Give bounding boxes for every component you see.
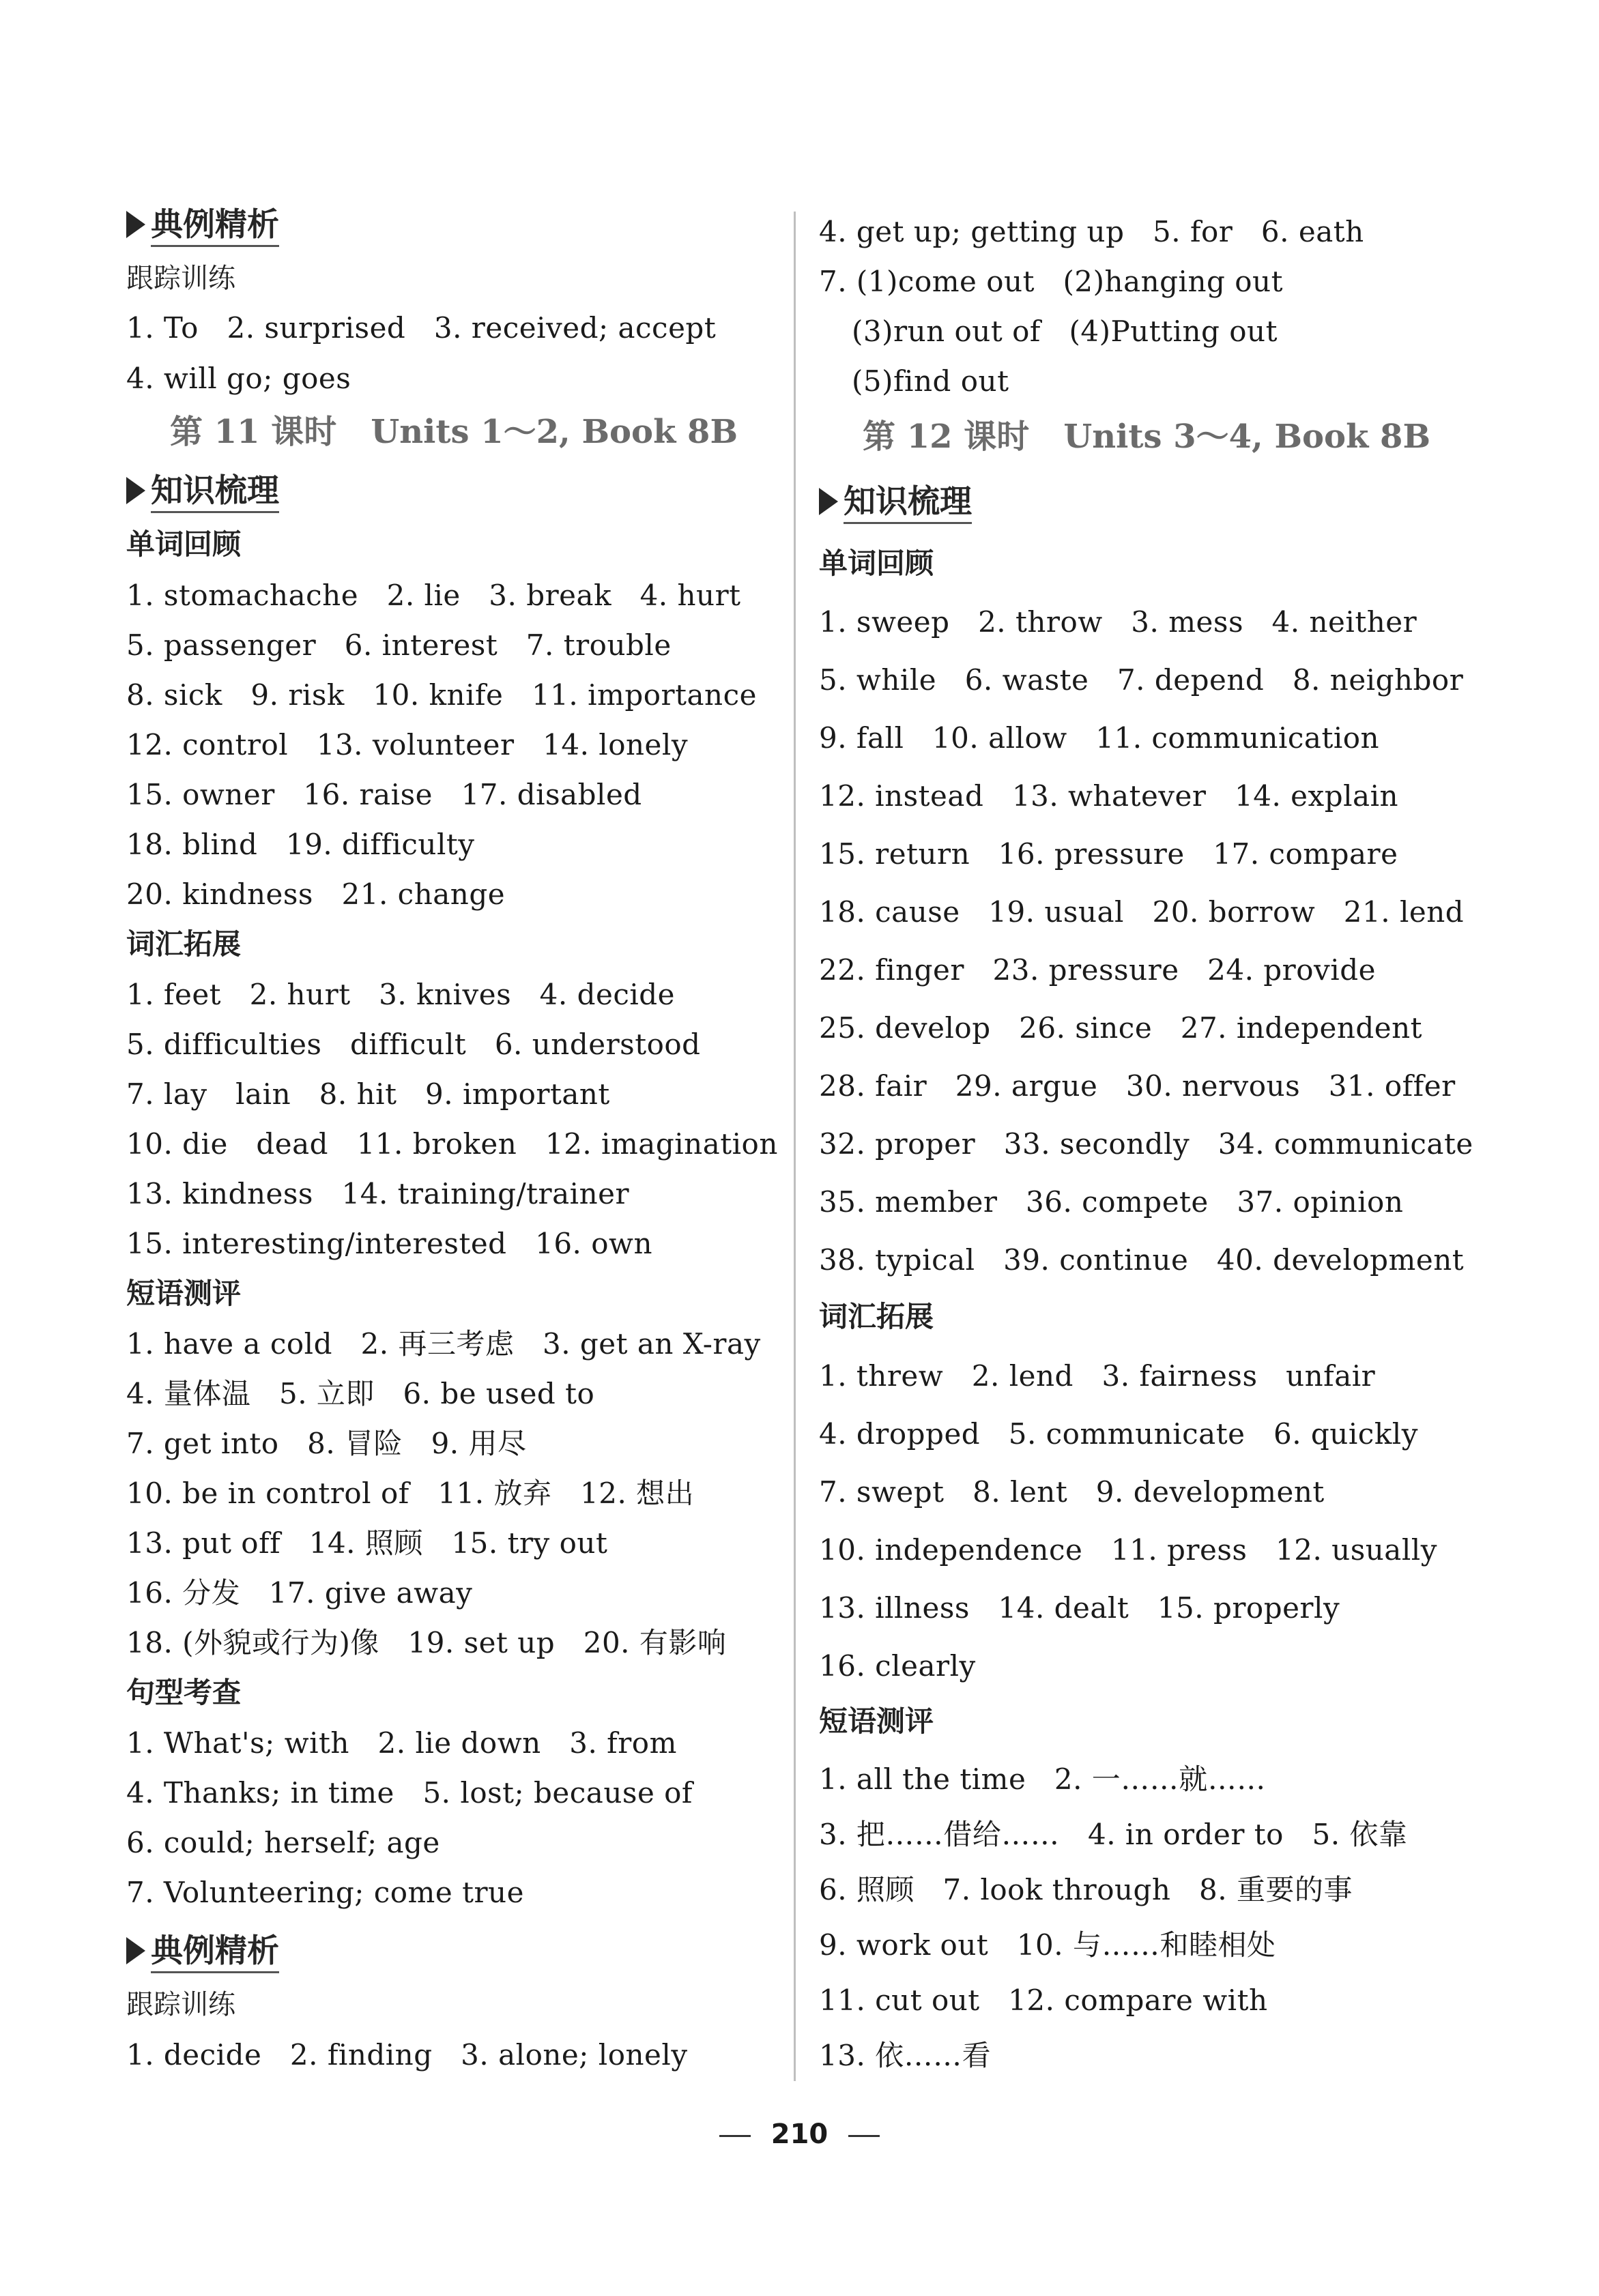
- answer-line: 10. die dead 11. broken 12. imagination: [126, 1127, 778, 1161]
- answer-line: 13. 依……看: [819, 2039, 992, 2072]
- answer-line: 12. control 13. volunteer 14. lonely: [126, 728, 689, 761]
- footer-dash-left: [719, 2135, 751, 2137]
- answer-line: 4. will go; goes: [126, 362, 351, 395]
- answer-line: 4. dropped 5. communicate 6. quickly: [819, 1417, 1418, 1451]
- answer-line: 9. fall 10. allow 11. communication: [819, 721, 1380, 755]
- answer-line: 1. all the time 2. 一……就……: [819, 1762, 1266, 1796]
- subheading-vocab-ext: 词汇拓展: [126, 927, 242, 961]
- answer-line: 20. kindness 21. change: [126, 877, 506, 911]
- answer-line: 5. while 6. waste 7. depend 8. neighbor: [819, 663, 1464, 697]
- answer-line: 1. decide 2. finding 3. alone; lonely: [126, 2038, 688, 2072]
- answer-line: 22. finger 23. pressure 24. provide: [819, 953, 1376, 987]
- answer-line: 1. feet 2. hurt 3. knives 4. decide: [126, 978, 676, 1011]
- triangle-icon: [126, 477, 145, 504]
- answer-line: 28. fair 29. argue 30. nervous 31. offer: [819, 1069, 1456, 1103]
- section-heading-example: 典例精析: [126, 205, 279, 246]
- answer-line: 15. interesting/interested 16. own: [126, 1227, 653, 1260]
- answer-line: 13. kindness 14. training/trainer: [126, 1177, 630, 1210]
- answer-line: 1. What's; with 2. lie down 3. from: [126, 1726, 677, 1760]
- subheading-vocab-ext: 词汇拓展: [819, 1300, 934, 1333]
- answer-line: 6. could; herself; age: [126, 1826, 440, 1859]
- answer-line: 7. lay lain 8. hit 9. important: [126, 1077, 610, 1111]
- answer-line: 1. have a cold 2. 再三考虑 3. get an X-ray: [126, 1327, 761, 1361]
- subheading-vocab-review: 单词回顾: [819, 547, 934, 580]
- section-heading-knowledge: 知识梳理: [126, 471, 279, 512]
- answer-line: 18. cause 19. usual 20. borrow 21. lend: [819, 895, 1465, 929]
- answer-line: 25. develop 26. since 27. independent: [819, 1011, 1423, 1045]
- answer-line: 1. sweep 2. throw 3. mess 4. neither: [819, 605, 1417, 639]
- answer-line: 12. instead 13. whatever 14. explain: [819, 779, 1399, 813]
- answer-line: 15. return 16. pressure 17. compare: [819, 837, 1398, 871]
- answer-line: 13. put off 14. 照顾 15. try out: [126, 1526, 608, 1560]
- answer-line: 10. independence 11. press 12. usually: [819, 1533, 1437, 1567]
- answer-line: 1. To 2. surprised 3. received; accept: [126, 311, 717, 345]
- subheading-phrase: 短语测评: [819, 1704, 934, 1738]
- section-heading-example-2: 典例精析: [126, 1931, 279, 1972]
- answer-line: 10. be in control of 11. 放弃 12. 想出: [126, 1477, 695, 1510]
- answer-line: 4. 量体温 5. 立即 6. be used to: [126, 1377, 595, 1410]
- answer-line: 7. (1)come out (2)hanging out: [819, 265, 1283, 298]
- subheading-vocab-review: 单词回顾: [126, 527, 242, 561]
- answer-line: 16. clearly: [819, 1649, 976, 1683]
- subheading-phrase: 短语测评: [126, 1277, 242, 1310]
- answer-line: 35. member 36. compete 37. opinion: [819, 1185, 1404, 1219]
- footer-dash-right: [848, 2135, 880, 2137]
- section-heading-knowledge: 知识梳理: [819, 482, 972, 523]
- answer-line: 15. owner 16. raise 17. disabled: [126, 778, 642, 811]
- answer-line: 38. typical 39. continue 40. development: [819, 1243, 1465, 1277]
- answer-line: 4. get up; getting up 5. for 6. eath: [819, 215, 1364, 248]
- answer-line: 4. Thanks; in time 5. lost; because of: [126, 1776, 693, 1810]
- lesson-title: 第 12 课时 Units 3～4, Book 8B: [863, 418, 1431, 456]
- answer-line: 1. threw 2. lend 3. fairness unfair: [819, 1359, 1376, 1393]
- answer-line: 5. difficulties difficult 6. understood: [126, 1028, 701, 1061]
- answer-line: 18. (外貌或行为)像 19. set up 20. 有影响: [126, 1626, 727, 1659]
- column-divider: [794, 212, 796, 2081]
- answer-line: 13. illness 14. dealt 15. properly: [819, 1591, 1340, 1625]
- answer-line: 32. proper 33. secondly 34. communicate: [819, 1127, 1473, 1161]
- answer-line: 5. passenger 6. interest 7. trouble: [126, 628, 672, 662]
- triangle-icon: [819, 488, 838, 515]
- answer-line: 3. 把……借给…… 4. in order to 5. 依靠: [819, 1818, 1408, 1851]
- answer-line: 7. Volunteering; come true: [126, 1876, 524, 1909]
- answer-line: (3)run out of (4)Putting out: [852, 315, 1278, 348]
- answer-line: (5)find out: [852, 364, 1009, 398]
- lesson-title: 第 11 课时 Units 1～2, Book 8B: [170, 413, 738, 451]
- page-footer: [0, 2115, 1599, 2153]
- answer-line: 18. blind 19. difficulty: [126, 828, 475, 861]
- answer-line: 7. get into 8. 冒险 9. 用尽: [126, 1427, 527, 1460]
- answer-line: 7. swept 8. lent 9. development: [819, 1475, 1325, 1509]
- answer-line: 16. 分发 17. give away: [126, 1576, 473, 1610]
- answer-line: 6. 照顾 7. look through 8. 重要的事: [819, 1873, 1353, 1906]
- subheading-tracking: 跟踪训练: [126, 263, 235, 294]
- triangle-icon: [126, 211, 145, 238]
- subheading-sentence: 句型考查: [126, 1676, 242, 1709]
- page-number: 210: [770, 2119, 829, 2150]
- answer-line: 11. cut out 12. compare with: [819, 1983, 1268, 2017]
- triangle-icon: [126, 1937, 145, 1964]
- answer-line: 8. sick 9. risk 10. knife 11. importance: [126, 678, 757, 712]
- subheading-tracking-2: 跟踪训练: [126, 1989, 235, 2020]
- answer-line: 9. work out 10. 与……和睦相处: [819, 1928, 1276, 1962]
- answer-line: 1. stomachache 2. lie 3. break 4. hurt: [126, 579, 741, 612]
